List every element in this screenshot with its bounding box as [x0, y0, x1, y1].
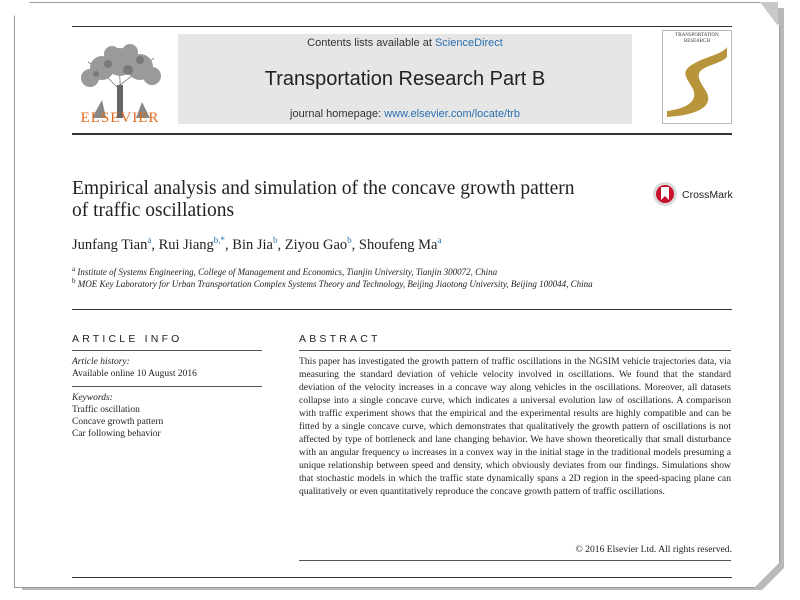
header-top-rule	[72, 26, 732, 27]
journal-cover	[662, 30, 732, 124]
author-affiliation-mark[interactable]: b	[272, 235, 278, 245]
crossmark-button[interactable]	[652, 181, 740, 207]
homepage-line	[178, 108, 632, 120]
journal-name: Transportation Research Part B	[264, 68, 546, 90]
author-name[interactable]: Shoufeng Ma	[358, 236, 438, 253]
author-name[interactable]: Ziyou Gao	[284, 236, 348, 253]
sciencedirect-link[interactable]: ScienceDirect	[434, 37, 503, 49]
keyword-item: Car following behavior	[72, 429, 161, 439]
abstract-bottom-rule	[299, 560, 731, 561]
header-bottom-rule	[72, 133, 732, 135]
homepage-text: journal homepage:	[290, 108, 385, 120]
elsevier-wordmark: ELSEVIER	[80, 110, 160, 126]
author-affiliation-mark[interactable]: a	[147, 235, 152, 245]
keywords-label: Keywords:	[72, 393, 113, 403]
article-history-value: Available online 10 August 2016	[72, 369, 197, 379]
affiliation-mark: b	[72, 277, 76, 285]
author-affiliation-mark[interactable]: b,*	[213, 235, 226, 245]
keywords-rule	[72, 386, 262, 387]
cover-road-graphic	[663, 31, 731, 123]
contents-text: Contents lists available at	[307, 37, 435, 49]
keyword-item: Traffic oscillation	[72, 405, 140, 415]
author-name[interactable]: Bin Jia	[232, 236, 273, 253]
author-affiliation-mark[interactable]: a	[437, 235, 442, 245]
article-info-rule	[72, 350, 262, 351]
page-fold-corner	[760, 2, 778, 26]
author-affiliation-mark[interactable]: b	[347, 235, 352, 245]
abstract-rule	[299, 350, 731, 351]
article-history-label: Article history:	[72, 357, 130, 367]
author-list: Junfang Tian$^a$, Rui Jiang$^{b,*}$, Bin Jia$^b$, Ziyou Gao$^b$, Shoufeng Ma$^a$	[72, 235, 442, 253]
journal-homepage-link[interactable]: www.elsevier.com/locate/trb	[384, 108, 520, 120]
journal-banner	[178, 34, 632, 124]
crossmark-label: CrossMark	[682, 189, 733, 201]
copyright-notice: © 2016 Elsevier Ltd. All rights reserved.	[575, 544, 732, 555]
paper-title: Empirical analysis and simulation of the concave growth pattern of traffic oscillations	[72, 178, 575, 221]
author-name[interactable]: Junfang Tian	[72, 236, 148, 253]
affiliation-b	[72, 276, 692, 290]
title-block-rule	[72, 309, 732, 310]
abstract-text: This paper has investigated the growth pattern of traffic oscillations in the NGSIM vehicle trajectories data, via measuring the standard deviation of vehicle velocity involved in oscillations. We found that the standard deviation of the velocity increases in a concave way along vehicles in the oscillations. Moreover, all datasets collapse into a single concave curve, which indicates a universal evolution law of oscillations. A comparison with traffic experiment shows that the empirical and the experimental results are highly compatible and can be fitted by a single concave curve, which demonstrates that qualitatively the growth pattern of oscillations is not affected by type of bottleneck and lane changing behavior. We have shown theoretically that small disturbance with an angular frequency ω increases in a convex way in the initial stage in the traditional models presuming a unique relationship between speed and density, which obviously deviates from our findings. Simulations show that stochastic models in which the traffic state dynamically spans a 2D region in the speed-spacing plane can qualitatively or even quantitatively reproduce the concave growth pattern of traffic oscillations.	[299, 356, 731, 497]
affiliation-text: Institute of Systems Engineering, College of Management and Economics, Tianjin University, Tianjin 300072, China	[77, 267, 498, 277]
contents-line	[178, 37, 632, 49]
cover-title: TRANSPORTATION RESEARCH	[675, 33, 719, 44]
page-bottom-rule	[72, 577, 732, 578]
author-name[interactable]: Rui Jiang	[158, 236, 214, 253]
affiliation-text: MOE Key Laboratory for Urban Transportation Complex Systems Theory and Technology, Beijing Jiaotong University, Beijing 100044, China	[77, 279, 593, 289]
affiliation-mark: a	[72, 265, 76, 273]
article-info-heading: ARTICLE INFO	[72, 333, 183, 345]
crossmark-icon	[652, 181, 678, 207]
abstract-heading: ABSTRACT	[299, 333, 381, 345]
keyword-item: Concave growth pattern	[72, 417, 164, 427]
